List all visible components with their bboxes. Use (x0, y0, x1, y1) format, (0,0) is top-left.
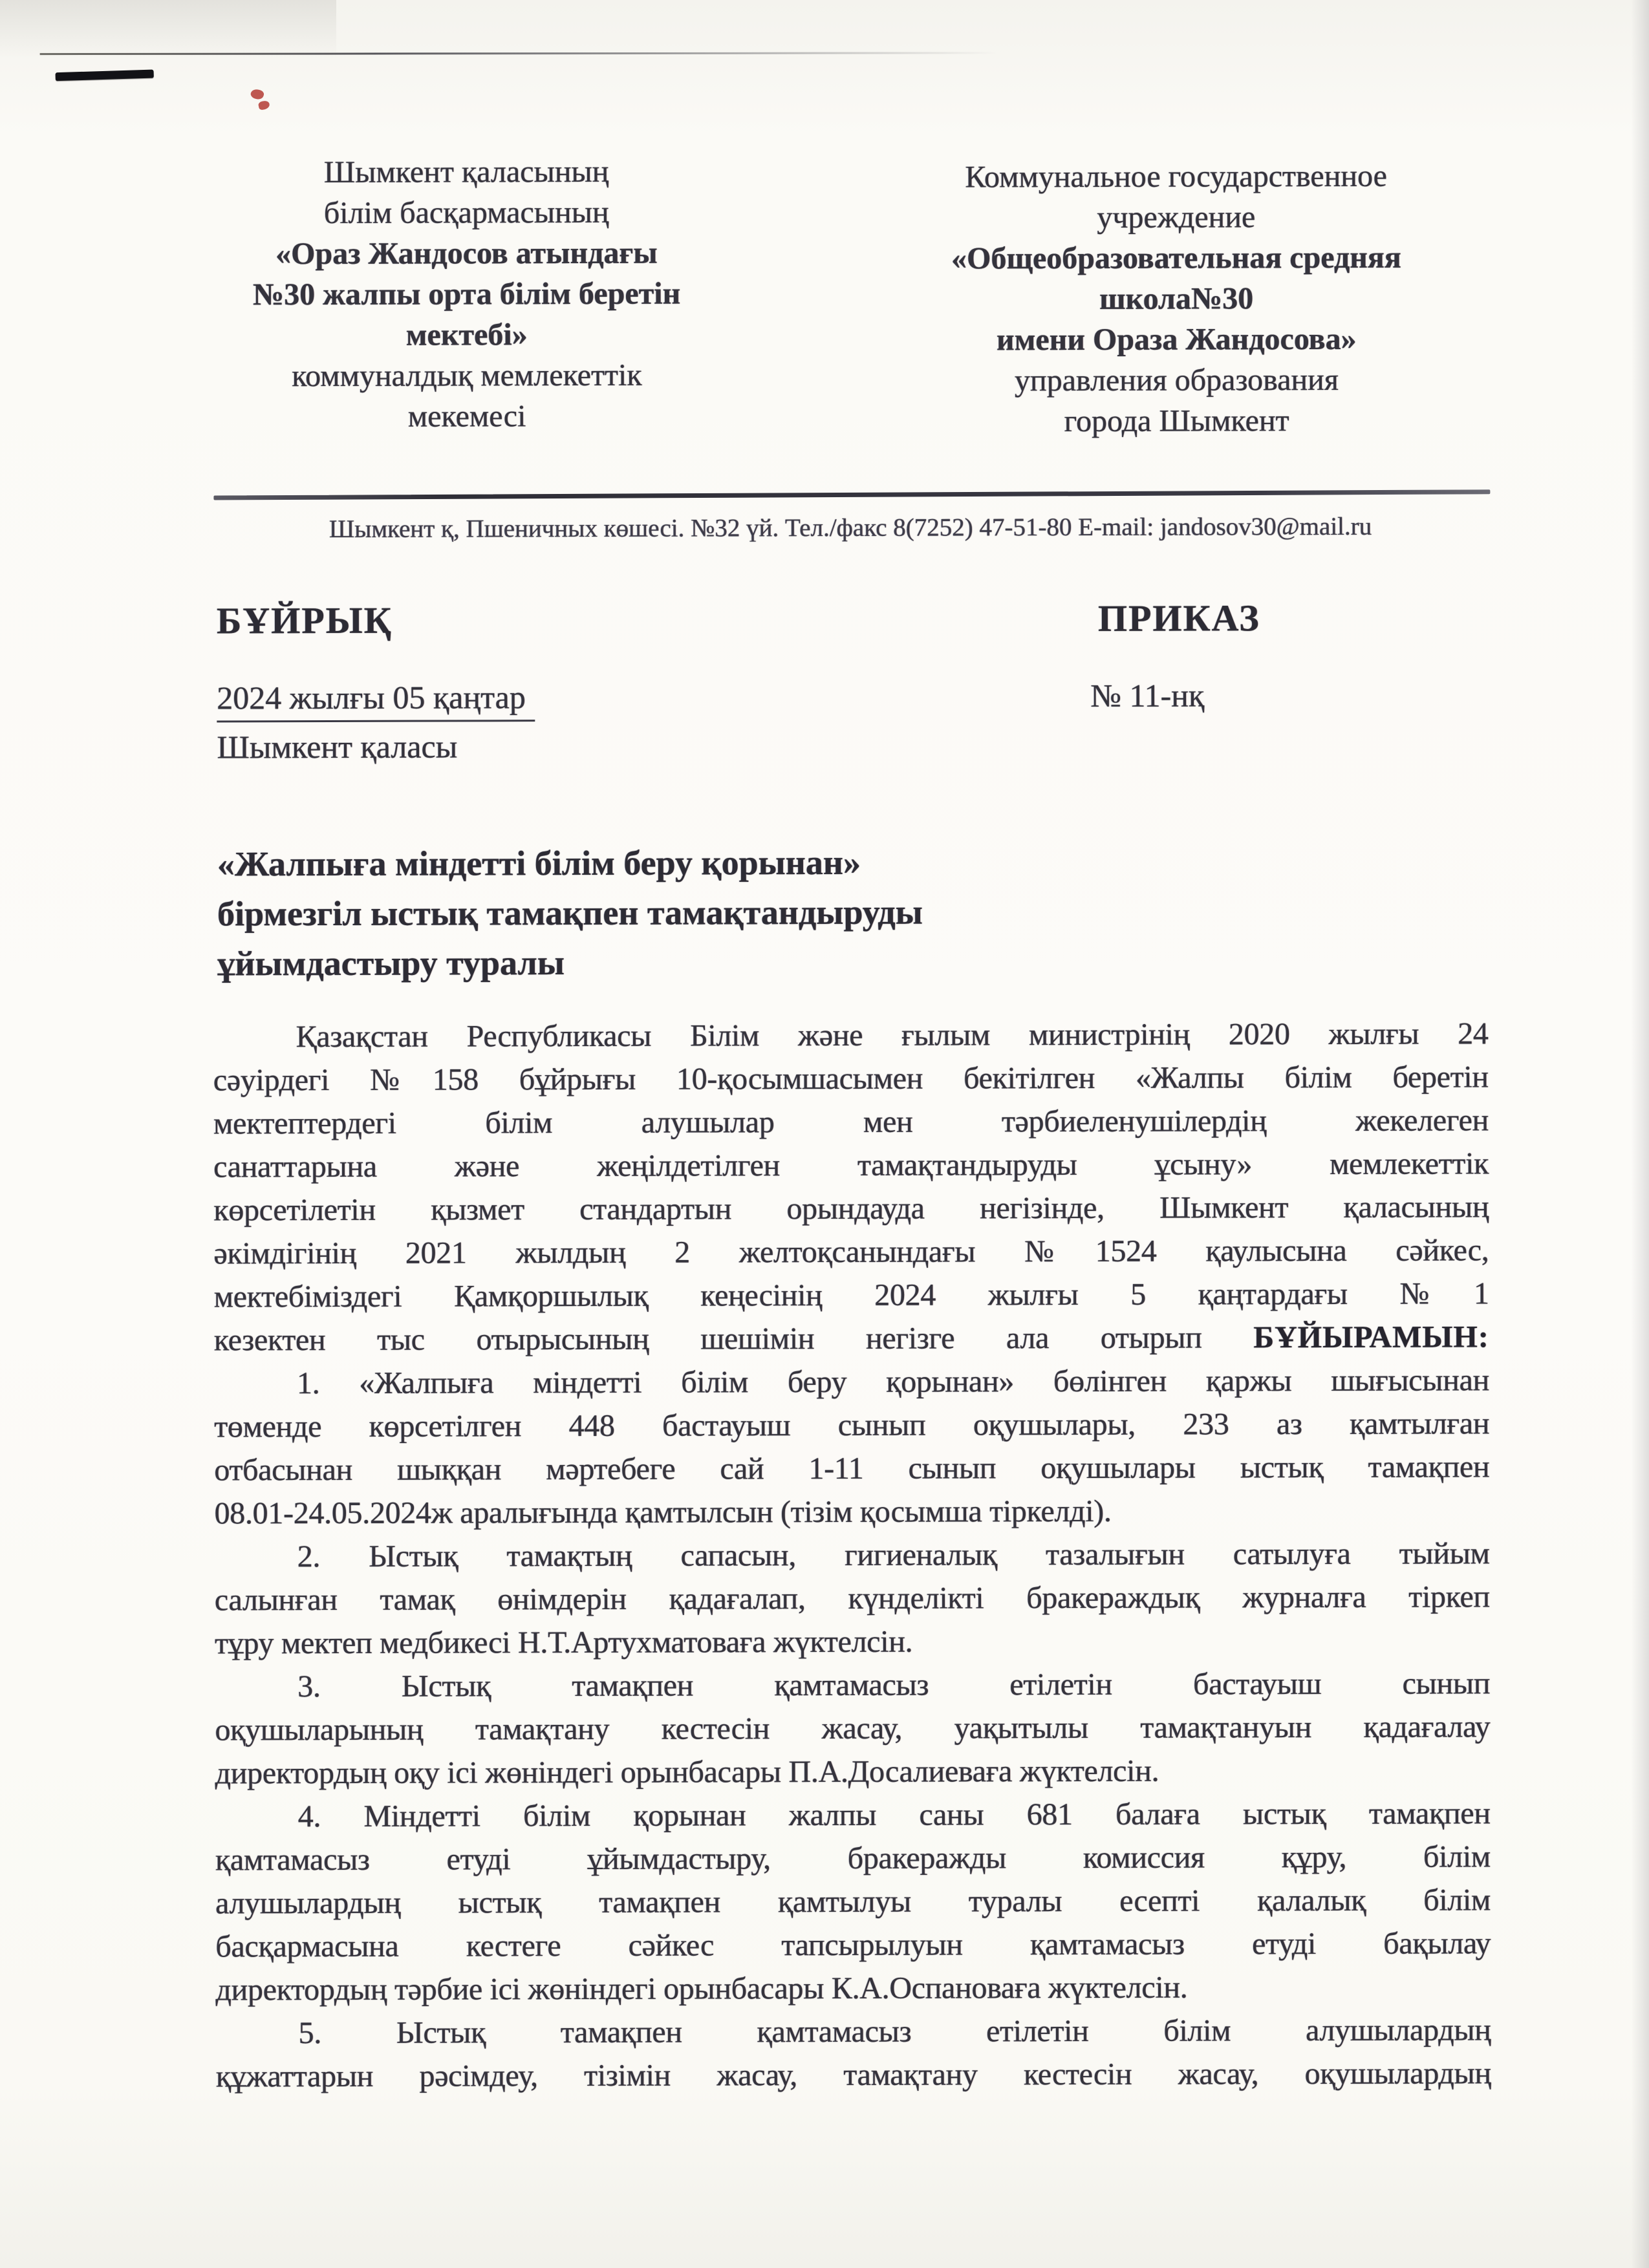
order-city: Шымкент қаласы (217, 728, 458, 765)
org-line: школа№30 (1099, 281, 1254, 316)
org-line: управления образования (1014, 362, 1339, 398)
org-line: №30 жалпы орта білім беретін (252, 276, 681, 312)
order-verb: БҰЙЫРАМЫН: (1253, 1320, 1489, 1355)
body-line: директордың оқу ісі жөніндегі орынбасары П.А.Досалиеваға жүктелсін. (215, 1753, 1159, 1791)
body-line: қамтамасыз етуді ұйымдастыру, бракеражды комиссия құру, білім (215, 1839, 1491, 1878)
org-line: Коммунальное государственное (965, 158, 1387, 195)
body-line: директордың тәрбие ісі жөніндегі орынбасары К.А.Оспановаға жүктелсін. (215, 1970, 1188, 2007)
body-line: тұру мектеп медбикесі Н.Т.Артухматоваға жүктелсін. (214, 1624, 913, 1661)
body-line: құжаттарын рәсімдеу, тізімін жасау, тамақтану кестесін жасау, оқушылардың (215, 2056, 1491, 2094)
org-line: Шымкент қаласының (323, 154, 609, 190)
body-line: төменде көрсетілген 448 бастауыш сынып оқушылары, 233 аз қамтылған (214, 1406, 1490, 1444)
body-line: санаттарына және жеңілдетілген тамақтандыруды ұсыну» мемлекеттік (213, 1146, 1489, 1184)
body-line (214, 1315, 1489, 1362)
body-line: 3. Ыстық тамақпен қамтамасыз етілетін бастауыш сынып (297, 1666, 1491, 1704)
body-line: әкімдігінің 2021 жылдың 2 желтоқсанындағы №1524 қаулысына сәйкес, (213, 1233, 1489, 1271)
body-line: сәуірдегі №158 бұйрығы 10-қосымшасымен бекітілген «Жалпы білім беретін (213, 1060, 1489, 1098)
scan-black-bar-artifact (56, 70, 154, 81)
body-line: 08.01-24.05.2024ж аралығында қамтылсын (тізім қосымша тіркелді). (214, 1493, 1112, 1531)
org-line: «Ораз Жандосов атындағы (275, 235, 658, 272)
org-line: коммуналдық мемлекеттік (292, 358, 642, 394)
org-line: білім басқармасының (323, 195, 609, 231)
subject-line: бірмезгіл ыстық тамақпен тамақтандыруды (217, 892, 923, 934)
red-ink-stain (248, 88, 279, 116)
body-line-text: кезектен тыс отырысының шешімін негізге ала отырып (213, 1320, 1254, 1358)
body-line: 5. Ыстық тамақпен қамтамасыз етілетін білім алушылардың (298, 2013, 1491, 2051)
body-line: отбасынан шыққан мәртебеге сай 1-11 сынып оқушылары ыстық тамақпен (214, 1450, 1490, 1488)
scan-edge-line (40, 52, 997, 55)
body-line: Қазақстан Республикасы Білім және ғылым министрінің 2020 жылғы 24 (296, 1016, 1489, 1054)
contact-line: Шымкент қ, Пшеничных көшесі. №32 үй. Тел./факс 8(7252) 47-51-80 E-mail: jandosov30@mail.ru (329, 512, 1372, 544)
org-name-russian (835, 155, 1518, 442)
order-body (213, 1012, 1491, 2098)
org-line: мекемесі (407, 399, 526, 434)
body-line: көрсетілетін қызмет стандартын орындауда негізінде, Шымкент қаласының (213, 1190, 1489, 1228)
body-line: оқушыларының тамақтану кестесін жасау, уақытылы тамақтануын қадағалау (215, 1709, 1491, 1748)
subject-line: «Жалпыға міндетті білім беру қорынан» (217, 842, 861, 884)
body-line: мектебіміздегі Қамқоршылық кеңесінің 2024 жылғы 5 қаңтардағы №1 (213, 1276, 1489, 1314)
doc-type-kazakh: БҰЙРЫҚ (216, 599, 393, 642)
body-line: мектептердегі білім алушылар мен тәрбиеленушілердің жекелеген (213, 1103, 1489, 1141)
body-line: басқармасына кестеге сәйкес тапсырылуын қамтамасыз етуді бақылау (215, 1926, 1491, 1964)
body-line: салынған тамақ өнімдерін қадағалап, күнделікті бракераждық журналға тіркеп (214, 1579, 1490, 1618)
body-line: 2. Ыстық тамақтың сапасын, гигиеналық тазалығын сатылуға тыйым (297, 1536, 1490, 1574)
body-line: алушылардың ыстық тамақпен қамтылуы туралы есепті қалалық білім (215, 1883, 1491, 1921)
body-line: 4. Міндетті білім қорынан жалпы саны 681 балаға ыстық тамақпен (297, 1796, 1491, 1834)
header-divider (213, 489, 1490, 500)
org-line: города Шымкент (1064, 403, 1289, 439)
org-name-kazakh (211, 151, 722, 437)
body-line: 1. «Жалпыға міндетті білім беру қорынан» бөлінген қаржы шығысынан (296, 1363, 1490, 1401)
org-line: учреждение (1097, 200, 1256, 235)
subject-line: ұйымдастыру туралы (217, 943, 565, 983)
order-number: № 11-нқ (1090, 677, 1205, 714)
org-line: «Общеобразовательная средняя (951, 240, 1401, 276)
order-date: 2024 жылғы 05 қаңтар (217, 678, 535, 722)
order-subject (217, 837, 1188, 989)
org-line: имени Ораза Жандосова» (996, 321, 1357, 358)
doc-type-russian: ПРИКАЗ (1097, 597, 1260, 639)
org-line: мектебі» (405, 317, 528, 352)
